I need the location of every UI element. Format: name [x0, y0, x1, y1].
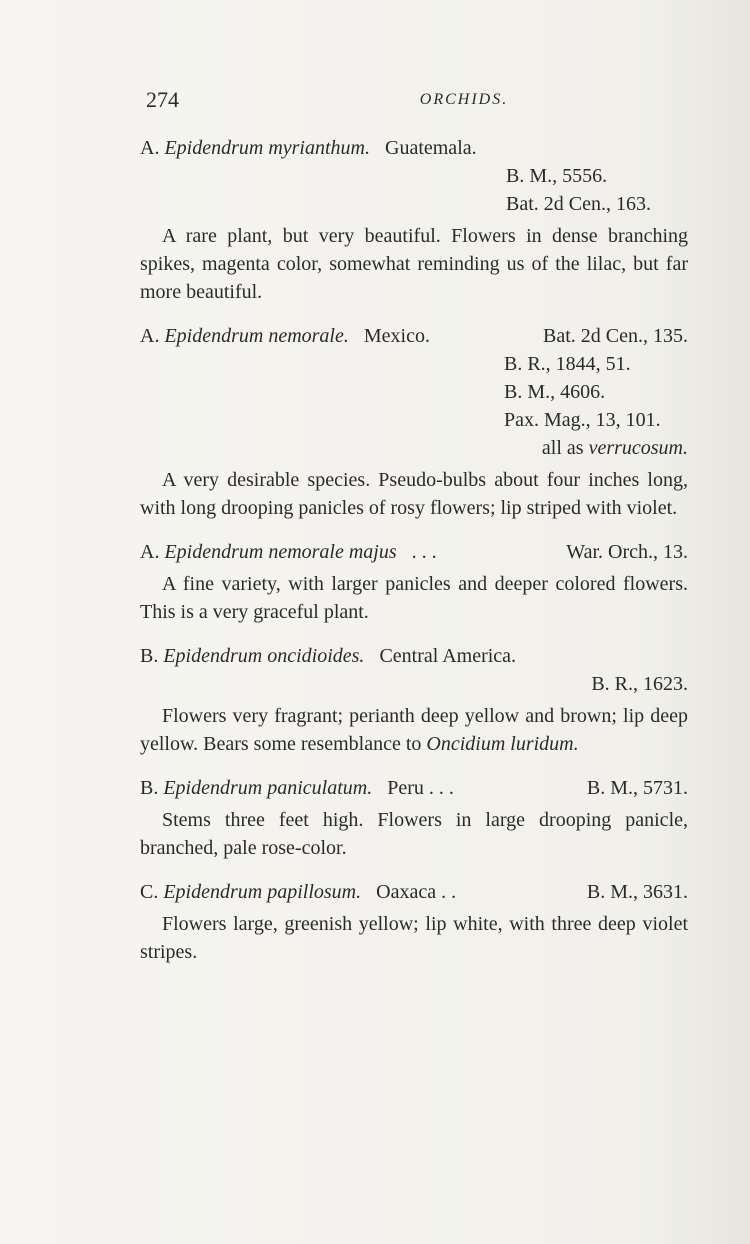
entry-inline-ref: Bat. 2d Cen., 135. [543, 325, 688, 347]
page-number: 274 [146, 87, 179, 112]
entry-name: Epidendrum nemorale majus [164, 541, 397, 563]
entry-grade: A. [140, 541, 160, 563]
entry-myrianthum [140, 134, 688, 306]
entry-name: Epidendrum paniculatum. [163, 777, 373, 799]
entry-ref: B. M., 5556. [506, 165, 608, 187]
entry-title-line [140, 134, 688, 162]
entry-description: A fine variety, with larger panicles and deeper colored flowers. This is a very graceful plant. [140, 573, 688, 623]
entry-grade: B. [140, 645, 159, 667]
entry-ref: B. R., 1623. [591, 673, 688, 695]
entry-grade: A. [140, 325, 160, 347]
entry-nemorale-majus [140, 538, 688, 626]
running-title: ORCHIDS. [419, 91, 509, 108]
entry-grade: C. [140, 881, 159, 903]
description-italic: Oncidium luridum. [426, 733, 579, 755]
entry-title-line [140, 878, 688, 906]
entry-ref: Bat. 2d Cen., 163. [506, 193, 651, 215]
ref-note-prefix: all as [541, 437, 584, 459]
entry-grade: A. [140, 137, 160, 159]
entry-name: Epidendrum papillosum. [163, 881, 362, 903]
entry-locale: Central America. [379, 645, 517, 667]
entry-name: Epidendrum oncidioides. [163, 645, 365, 667]
entry-locale: . . . [411, 541, 437, 563]
entry-paniculatum [140, 774, 688, 862]
entry-locale: Mexico. [363, 325, 430, 347]
entry-title-line [140, 538, 688, 566]
entry-description: Stems three feet high. Flowers in large drooping panicle, branched, pale rose-color. [140, 809, 688, 859]
entry-oncidioides [140, 642, 688, 758]
entry-description: A very desirable species. Pseudo-bulbs about four inches long, with long drooping panicles of rosy flowers; lip striped with violet. [140, 469, 688, 519]
ref-note-name: verrucosum. [588, 437, 688, 459]
entry-ref: B. R., 1844, 51. [504, 353, 631, 375]
entry-grade: B. [140, 777, 159, 799]
entry-title-line [140, 322, 688, 350]
entry-name: Epidendrum myrianthum. [164, 137, 370, 159]
entry-inline-ref: War. Orch., 13. [566, 541, 688, 563]
entry-locale: Oaxaca . . [376, 881, 457, 903]
entry-ref: Pax. Mag., 13, 101. [504, 409, 661, 431]
entry-description: Flowers large, greenish yellow; lip white, with three deep violet stripes. [140, 913, 688, 963]
entry-ref-note [140, 434, 688, 462]
entry-locale: Guatemala. [385, 137, 477, 159]
entry-title-line [140, 774, 688, 802]
page-content [140, 80, 688, 966]
entry-ref: B. M., 4606. [504, 381, 606, 403]
entry-inline-ref: B. M., 5731. [586, 777, 688, 799]
entry-title-line [140, 642, 688, 670]
description-text: Flowers very fragrant; perianth deep yellow and brown; lip deep yellow. Bears some resemblance to [140, 705, 688, 755]
entry-description [140, 702, 688, 758]
page-header [140, 80, 688, 120]
entry-inline-ref: B. M., 3631. [586, 881, 688, 903]
entry-papillosum [140, 878, 688, 966]
entry-name: Epidendrum nemorale. [164, 325, 349, 347]
entry-description: A rare plant, but very beautiful. Flowers in dense branching spikes, magenta color, somewhat reminding us of the lilac, but far more beautiful. [140, 225, 688, 303]
entry-locale: Peru . . . [387, 777, 454, 799]
entry-nemorale [140, 322, 688, 522]
